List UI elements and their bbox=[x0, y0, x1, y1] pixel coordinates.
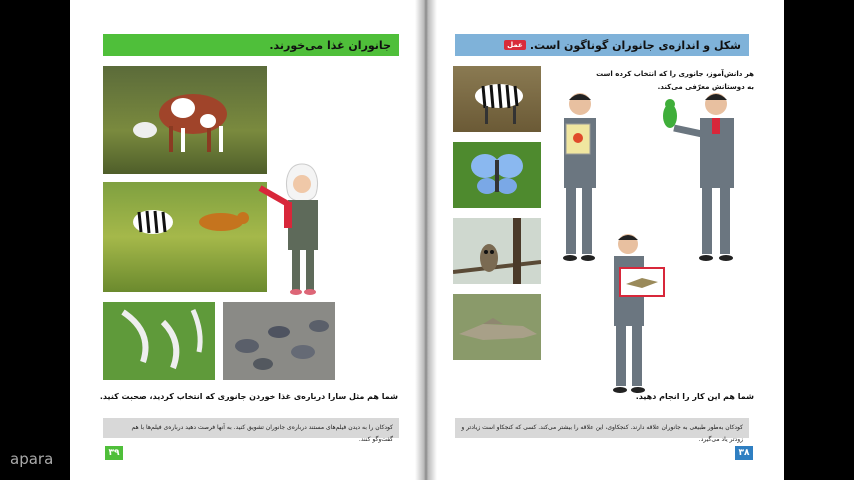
activity-badge: عمل bbox=[504, 40, 526, 50]
book-spine bbox=[415, 0, 437, 480]
left-page bbox=[70, 0, 422, 480]
left-page-teacher-note: کودکان را به دیدن فیلم‌های مستند درباره‌ی جانوران تشویق کنید. به آنها فرصت دهید درباره‌ی فیلم‌ها با هم گفت‌وگو کنند. bbox=[103, 418, 399, 438]
right-page bbox=[430, 0, 784, 480]
open-book bbox=[70, 0, 784, 480]
right-page-number: ۳۸ bbox=[735, 446, 753, 460]
crocodile-image bbox=[453, 294, 541, 360]
left-page-caption: شما هم مثل سارا درباره‌ی غذا خوردن جانوری که انتخاب کردید، صحبت کنید. bbox=[99, 392, 398, 401]
watermark-text: apara bbox=[10, 450, 54, 468]
pigeons-eating-image bbox=[223, 302, 335, 380]
boy-holding-picture-image bbox=[602, 230, 672, 400]
left-page-title: جانوران غذا می‌خورند. bbox=[103, 34, 399, 56]
owl-on-branch-image bbox=[453, 218, 541, 284]
cheetah-chasing-zebra-image bbox=[103, 182, 267, 292]
right-page-title-text: شکل و اندازه‌ی جانوران گوناگون است. bbox=[529, 38, 741, 52]
cow-grazing-image bbox=[103, 66, 267, 174]
silkworms-on-leaf-image bbox=[103, 302, 215, 380]
right-page-intro: هر دانش‌آموز، جانوری را که انتخاب کرده است به دوستانش معرّفی می‌کند. bbox=[596, 70, 754, 91]
right-page-teacher-note: کودکان به‌طور طبیعی به جانوران علاقه دارند. کنجکاوی، این علاقه را بیشتر می‌کند. کسی که کنجکاو است زیادتر و زودتر یاد می‌گیرد. bbox=[455, 418, 749, 438]
boy-holding-drawing-image bbox=[548, 88, 608, 268]
right-page-title bbox=[455, 34, 749, 56]
left-page-number: ۳۹ bbox=[105, 446, 123, 460]
girl-pointing-image bbox=[258, 160, 338, 300]
blue-butterfly-image bbox=[453, 142, 541, 208]
right-page-caption: شما هم این کار را انجام دهید. bbox=[635, 392, 754, 401]
zebra-image bbox=[453, 66, 541, 132]
boy-with-parrot-image bbox=[660, 88, 750, 268]
